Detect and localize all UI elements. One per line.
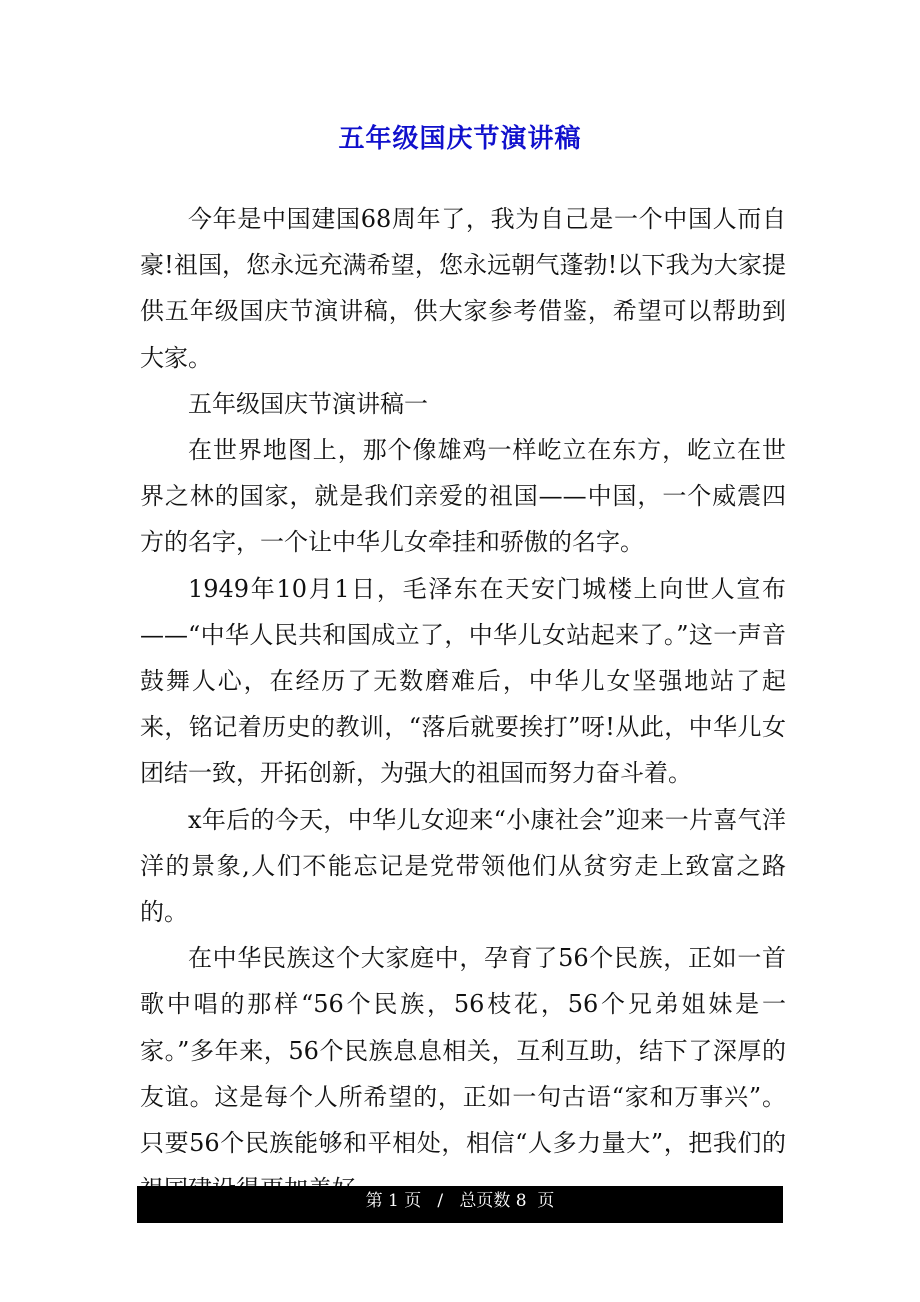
document-title: 五年级国庆节演讲稿: [338, 124, 582, 154]
body-paragraph: 在世界地图上，那个像雄鸡一样屹立在东方，屹立在世界之林的国家，就是我们亲爱的祖国——中国，一个威震四方的名字，一个让中华儿女牵挂和骄傲的名字。: [140, 436, 786, 557]
body-paragraph: 1949年10月1日，毛泽东在天安门城楼上向世人宣布——“中华人民共和国成立了，中华儿女站起来了。”这一声音鼓舞人心，在经历了无数磨难后，中华儿女坚强地站了起来，铭记着历史的教训，“落后就要挨打”呀!从此，中华儿女团结一致，开拓创新，为强大的祖国而努力奋斗着。: [140, 574, 786, 788]
body-paragraph: 在中华民族这个大家庭中，孕育了56个民族，正如一首歌中唱的那样“56个民族，56枝花，56个兄弟姐妹是一家。”多年来，56个民族息息相关，互利互助，结下了深厚的友谊。这是每个人所希望的，正如一句古语“家和万事兴”。只要56个民族能够和平相处，相信“人多力量大”，把我们的: [140, 944, 786, 1158]
page-footer: [137, 1186, 783, 1223]
body-paragraph: x年后的今天，中华儿女迎来“小康社会”迎来一片喜气洋洋的景象,人们不能忘记是党带领他们从贫穷走上致富之路的。: [140, 805, 786, 927]
intro-paragraph: 今年是中国建国68周年了，我为自己是一个中国人而自豪!祖国，您永远充满希望，您永远朝气蓬勃!以下我为大家提供五年级国庆节演讲稿，供大家参考借鉴，希望可以帮助到大家。: [140, 205, 786, 372]
section-heading: 五年级国庆节演讲稿一: [188, 389, 428, 418]
page-number-label: 第 1 页 / 总页数 8 页: [365, 1191, 555, 1211]
document-body: [140, 196, 786, 1212]
